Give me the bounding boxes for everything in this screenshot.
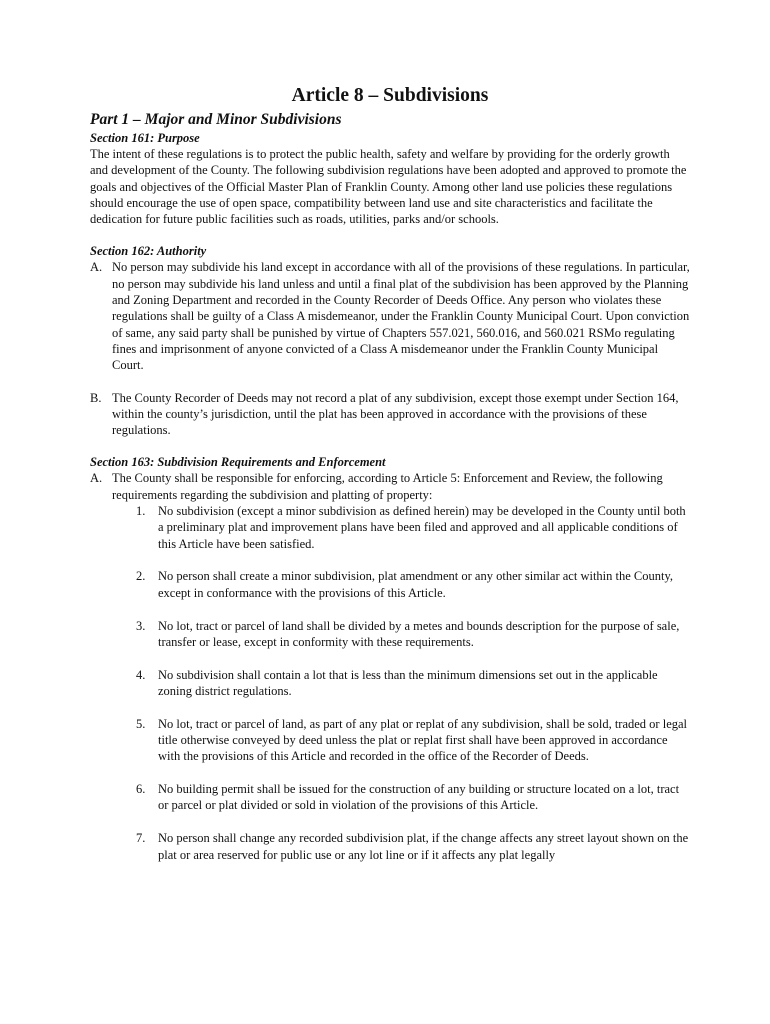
- list-item-number: 5.: [136, 716, 146, 731]
- document-page: [90, 84, 690, 879]
- section-163-numbered-list: [136, 503, 690, 863]
- section-162-heading: Section 162: Authority: [90, 244, 207, 259]
- item-text: The County Recorder of Deeds may not record a plat of any subdivision, except those exempt under Section 164, within the county’s jurisdiction, until the plat has been approved in accordance with the provisions of these regulations.: [112, 390, 679, 438]
- list-item: [136, 618, 690, 651]
- list-item: [136, 830, 690, 863]
- item-marker: A.: [90, 471, 103, 486]
- section-162-item-b: [90, 390, 690, 439]
- item-text: The County shall be responsible for enforcing, according to Article 5: Enforcement and Review, the following requirements regarding the subdivision and platting of property:: [112, 471, 663, 502]
- list-item: [136, 667, 690, 700]
- list-item-text: No lot, tract or parcel of land shall be divided by a metes and bounds description for the purpose of sale, transfer or lease, except in conformity with these requirements.: [158, 618, 680, 649]
- list-item-text: No person shall create a minor subdivision, plat amendment or any other similar act within the County, except in conformance with the provisions of this Article.: [158, 569, 674, 600]
- list-item-text: No building permit shall be issued for the construction of any building or structure located on a lot, tract or parcel or plat divided or sold in violation of the provisions of this Article.: [158, 782, 680, 813]
- list-item-number: 1.: [136, 504, 146, 519]
- section-163-heading: Section 163: Subdivision Requirements and Enforcement: [90, 455, 386, 470]
- section-161-heading: Section 161: Purpose: [90, 131, 200, 145]
- list-item-text: No person shall change any recorded subdivision plat, if the change affects any street layout shown on the plat or area reserved for public use or any lot line or if it affects any plat legally: [158, 831, 689, 862]
- list-item-number: 7.: [136, 831, 146, 846]
- section-161-text: The intent of these regulations is to protect the public health, safety and welfare by providing for the orderly growth and development of the County. The following subdivision regulations have been adopted and approved to promote the goals and objectives of the Official Master Plan of Franklin County. Among other land use policies these regulations should encourage the use of open space, compatibility between land use and site characteristics and facilitate the dedication for future public facilities such as roads, utilities, parks and/or schools.: [90, 147, 687, 227]
- item-marker: A.: [90, 260, 103, 275]
- item-marker: B.: [90, 390, 102, 405]
- list-item-number: 3.: [136, 618, 146, 633]
- section-162-item-a: [90, 259, 690, 373]
- section-163-item-a: [90, 470, 690, 503]
- item-text: No person may subdivide his land except in accordance with all of the provisions of these regulations. In particular, no person may subdivide his land unless and until a final plat of the subdivision has been approved by the Planning and Zoning Department and recorded in the County Recorder of Deeds Office. Any person who violates these regulations shall be guilty of a Class A misdemeanor, under the Franklin County Municipal Court. Upon conviction of same, any said party shall be punished by virtue of Chapters 557.021, 560.016, and 560.021 RSMo regulating fines and imprisonment of anyone convicted of a Class A misdemeanor under the Franklin County Municipal Court.: [112, 260, 690, 373]
- list-item-text: No subdivision shall contain a lot that is less than the minimum dimensions set out in the applicable zoning district regulations.: [158, 667, 658, 698]
- list-item: [136, 568, 690, 601]
- article-title: Article 8 – Subdivisions: [291, 85, 489, 106]
- list-item-number: 2.: [136, 569, 146, 584]
- list-item-text: No lot, tract or parcel of land, as part of any plat or replat of any subdivision, shall be sold, traded or legal title otherwise conveyed by deed unless the plat or replat first shall have been approved in accordance with the provisions of this Article and recorded in the office of the Recorder of Deeds.: [158, 716, 688, 764]
- list-item-number: 6.: [136, 782, 146, 797]
- list-item-number: 4.: [136, 667, 146, 682]
- part-title: Part 1 – Major and Minor Subdivisions: [90, 111, 342, 128]
- list-item: [136, 781, 690, 814]
- list-item: [136, 503, 690, 552]
- list-item: [136, 716, 690, 765]
- list-item-text: No subdivision (except a minor subdivision as defined herein) may be developed in the County until both a preliminary plat and improvement plans have been filed and approved and all applicable conditions of this Article have been satisfied.: [158, 504, 686, 551]
